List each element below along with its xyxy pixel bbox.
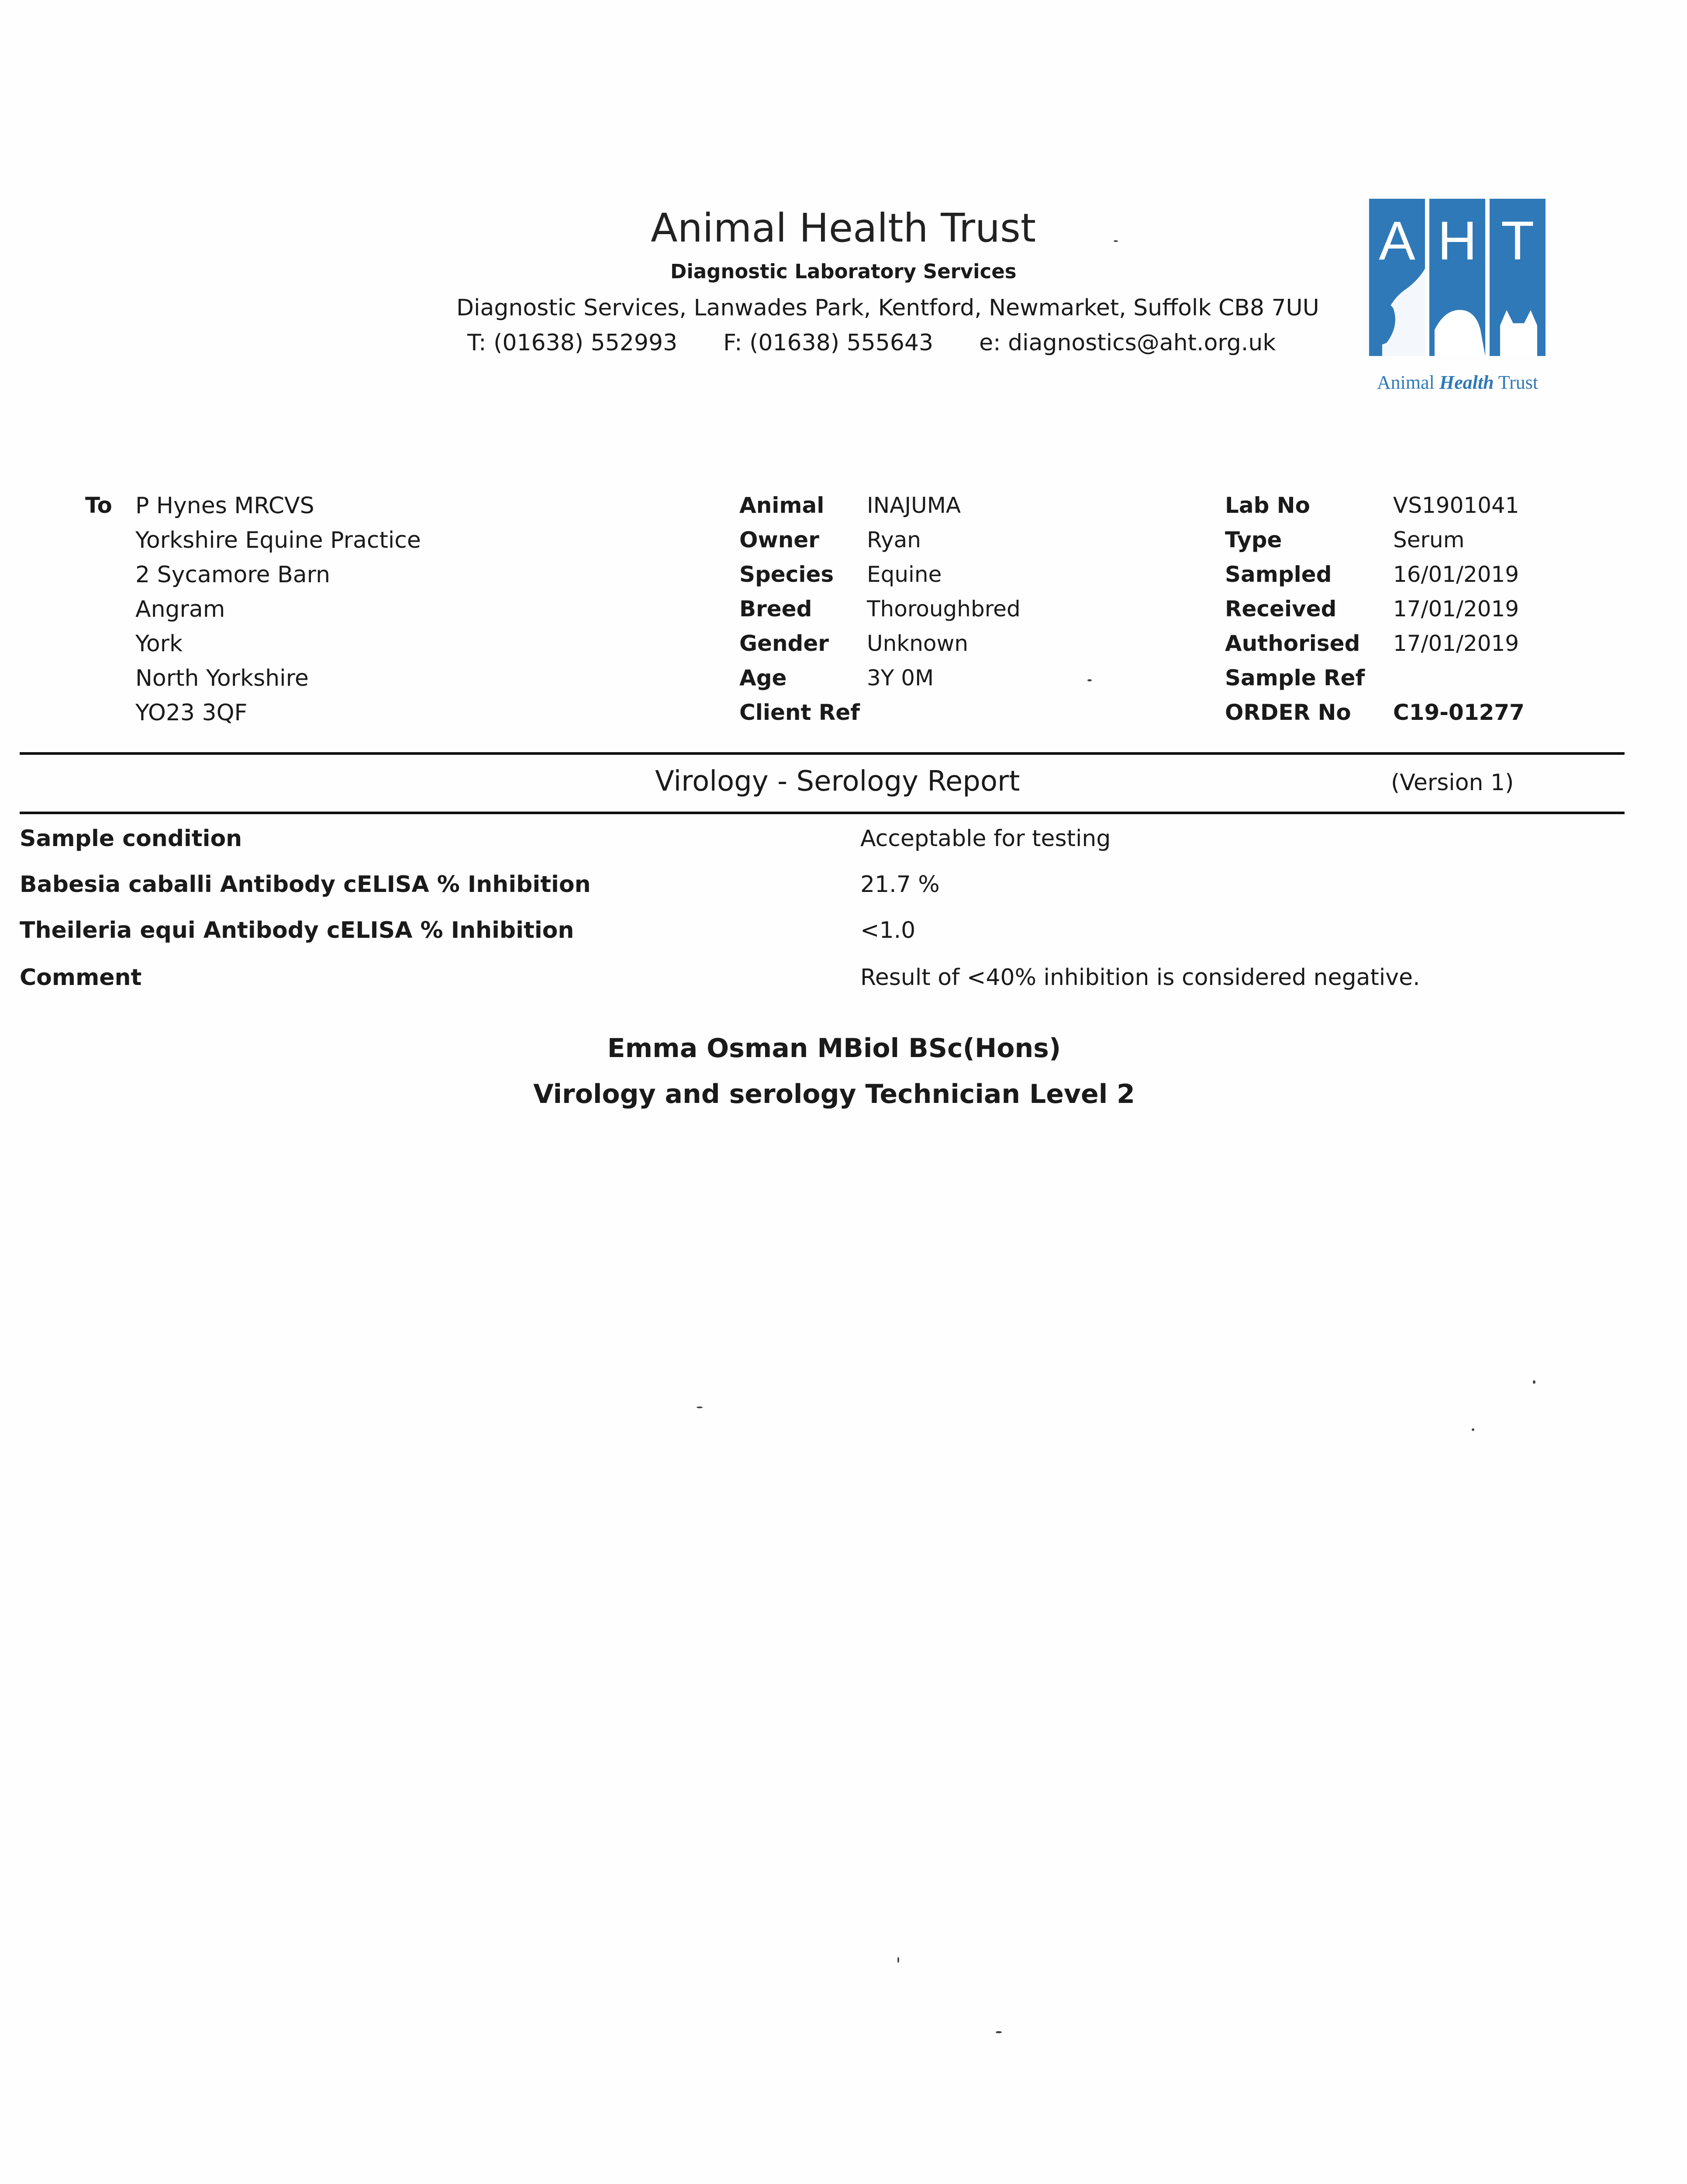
result-label: Comment <box>20 964 142 991</box>
gender-value: Unknown <box>867 631 969 656</box>
species-value: Equine <box>867 562 942 587</box>
gender-label: Gender <box>739 631 829 656</box>
animal-value: INAJUMA <box>867 493 961 518</box>
order-no-label: ORDER No <box>1225 700 1351 725</box>
scan-speck <box>697 1406 703 1408</box>
result-value: Acceptable for testing <box>860 826 1111 852</box>
sampled-label: Sampled <box>1225 562 1332 587</box>
recipient-line: P Hynes MRCVS <box>135 493 314 519</box>
logo-letter-a: A <box>1379 211 1415 271</box>
signatory-role: Virology and serology Technician Level 2 <box>533 1079 1135 1109</box>
received-value: 17/01/2019 <box>1393 596 1519 622</box>
sample-ref-label: Sample Ref <box>1225 665 1365 691</box>
to-label: To <box>85 493 112 518</box>
email-address: e: diagnostics@aht.org.uk <box>979 330 1276 356</box>
received-label: Received <box>1225 596 1337 622</box>
breed-value: Thoroughbred <box>867 596 1021 622</box>
result-label: Babesia caballi Antibody cELISA % Inhibition <box>20 871 591 898</box>
organization-name: Animal Health Trust <box>651 205 1036 251</box>
recipient-line: Angram <box>135 596 225 622</box>
age-label: Age <box>739 665 787 691</box>
report-version: (Version 1) <box>1391 770 1514 796</box>
phone-number: T: (01638) 552993 <box>467 330 678 356</box>
recipient-line: North Yorkshire <box>135 665 309 691</box>
lab-no-value: VS1901041 <box>1393 493 1519 518</box>
sampled-value: 16/01/2019 <box>1393 562 1519 587</box>
lab-no-label: Lab No <box>1225 493 1310 518</box>
recipient-line: York <box>135 631 183 657</box>
animal-label: Animal <box>739 493 825 518</box>
age-value: 3Y 0M <box>867 665 934 691</box>
contact-line <box>467 330 1321 356</box>
logo-letter-h: H <box>1437 211 1477 271</box>
result-value: 21.7 % <box>860 871 940 898</box>
scan-speck <box>1087 679 1092 681</box>
result-label: Sample condition <box>20 826 242 852</box>
client-ref-label: Client Ref <box>739 700 860 725</box>
fax-number: F: (01638) 555643 <box>723 330 934 356</box>
aht-logo <box>1369 199 1546 356</box>
owner-label: Owner <box>739 527 819 553</box>
organization-address: Diagnostic Services, Lanwades Park, Kentford, Newmarket, Suffolk CB8 7UU <box>456 295 1319 321</box>
species-label: Species <box>739 562 834 587</box>
scan-speck <box>1533 1380 1535 1384</box>
logo-letter-t: T <box>1501 211 1535 271</box>
recipient-line: 2 Sycamore Barn <box>135 562 331 588</box>
scan-speck <box>1114 240 1118 242</box>
owner-value: Ryan <box>867 527 921 553</box>
report-title: Virology - Serology Report <box>655 765 1020 798</box>
result-value: <1.0 <box>860 917 916 943</box>
animal-silhouettes-icon <box>1369 199 1546 356</box>
authorised-value: 17/01/2019 <box>1393 631 1519 656</box>
recipient-line: YO23 3QF <box>135 700 248 726</box>
recipient-line: Yorkshire Equine Practice <box>135 527 421 553</box>
type-label: Type <box>1225 527 1282 553</box>
order-no-value: C19-01277 <box>1393 700 1525 725</box>
logo-caption-bold: Health <box>1439 372 1494 393</box>
result-value: Result of <40% inhibition is considered negative. <box>860 964 1420 991</box>
result-label: Theileria equi Antibody cELISA % Inhibition <box>20 917 574 943</box>
scan-speck <box>897 1957 899 1963</box>
logo-caption <box>1369 371 1546 394</box>
organization-subtitle: Diagnostic Laboratory Services <box>670 260 1017 283</box>
authorised-label: Authorised <box>1225 631 1360 656</box>
bottom-divider <box>20 812 1625 814</box>
signatory-name: Emma Osman MBiol BSc(Hons) <box>607 1033 1061 1064</box>
logo-caption-pre: Animal <box>1377 372 1435 393</box>
scan-speck <box>1472 1428 1474 1431</box>
scan-speck <box>996 2031 1002 2033</box>
top-divider <box>20 752 1625 755</box>
type-value: Serum <box>1393 527 1465 553</box>
logo-caption-post: Trust <box>1498 372 1539 393</box>
breed-label: Breed <box>739 596 812 622</box>
